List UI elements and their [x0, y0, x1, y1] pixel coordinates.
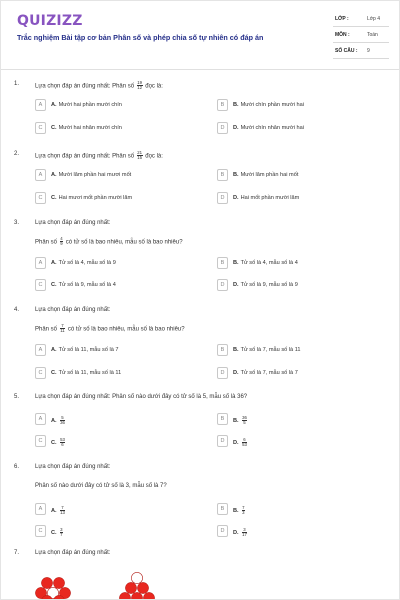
option-label: A. — [51, 508, 57, 515]
question-number: 4. — [14, 307, 20, 313]
option-text: Hai mốt phần mười lăm — [240, 195, 300, 201]
option-label: D. — [233, 530, 239, 537]
option-letter-box[interactable]: A — [35, 257, 46, 269]
question-text: Phân số nào dưới đây có tử số là 3, mẫu số là 7? — [35, 483, 167, 489]
question-number: 7. — [14, 550, 20, 556]
option-label: B. — [233, 418, 239, 425]
option-label: C. — [51, 282, 57, 288]
question-text: Lựa chọn đáp án đúng nhất: Phân số nào dưới đây có tử số là 5, mẫu số là 36? — [35, 394, 248, 400]
option-text: Mười hai nhân mười chín — [58, 125, 122, 131]
numerator: 36 — [242, 415, 247, 420]
question-prefix: Phân số — [35, 326, 58, 333]
meta-label: SỐ CÂU : — [335, 48, 358, 54]
option-letter-box[interactable]: C — [35, 367, 46, 379]
denominator: 7 — [60, 532, 63, 538]
question-number: 1. — [14, 81, 20, 87]
denominator: 5 — [243, 420, 246, 426]
circle-group-right — [119, 572, 154, 600]
option-text: Mười lăm phần hai mốt — [240, 172, 299, 178]
numerator: 6 — [243, 437, 246, 442]
question-suffix: đọc là: — [145, 153, 163, 160]
option-text: Mười chín phần mười hai — [240, 102, 304, 108]
red-circle — [119, 592, 130, 600]
option-letter-box[interactable]: B — [217, 413, 228, 425]
option-letter-box[interactable]: D — [217, 122, 228, 134]
option-label: A. — [51, 347, 57, 353]
option-letter-box[interactable]: D — [217, 192, 228, 204]
option-label: D. — [233, 370, 239, 376]
numerator: 21 — [137, 150, 143, 155]
worksheet-title: Trắc nghiệm Bài tập cơ bản Phân số và phép chia số tự nhiên có đáp án — [17, 33, 264, 42]
option-label: C. — [51, 125, 57, 131]
question-text: Lựa chọn đáp án đúng nhất: — [35, 550, 111, 556]
option-label: B. — [233, 260, 239, 266]
option-label: D. — [233, 440, 239, 447]
numerator: 7 — [61, 323, 64, 328]
option-label: B. — [233, 508, 239, 515]
numerator: 53 — [60, 437, 65, 442]
numerator: 7 — [61, 505, 64, 510]
denominator: 17 — [242, 532, 247, 538]
option-label: C. — [51, 195, 57, 201]
option-text: Mười chín nhân mười hai — [240, 125, 304, 131]
option-letter-box[interactable]: D — [217, 279, 228, 291]
option-letter-box[interactable]: B — [217, 344, 228, 356]
option-letter-box[interactable]: A — [35, 413, 46, 425]
question-number: 2. — [14, 151, 20, 157]
option-letter-box[interactable]: C — [35, 435, 46, 447]
quizizz-logo: QUIZIZZ — [17, 13, 83, 29]
question-number: 6. — [14, 464, 20, 470]
option-label: C. — [51, 370, 57, 376]
option-letter-box[interactable]: C — [35, 525, 46, 537]
option-label: D. — [233, 282, 239, 288]
red-circle — [131, 592, 142, 600]
option-letter-box[interactable]: A — [35, 169, 46, 181]
option-label: B. — [233, 347, 239, 353]
option-letter-box[interactable]: D — [217, 367, 228, 379]
numerator: 7 — [242, 505, 245, 510]
question-suffix: có tử số là bao nhiêu, mẫu số là bao nhiêu? — [65, 239, 183, 246]
option-label: C. — [51, 530, 57, 537]
denominator: 15 — [137, 155, 143, 161]
denominator: 36 — [60, 420, 65, 426]
question-number: 3. — [14, 220, 20, 226]
question-suffix: có tử số là bao nhiêu, mẫu số là bao nhiêu? — [67, 326, 185, 333]
option-text: Mười hai phần mười chín — [58, 102, 122, 108]
circle-groups-figure — [1, 1, 400, 600]
option-letter-box[interactable]: B — [217, 503, 228, 515]
option-text: Mười lăm phần hai mươi mốt — [58, 172, 132, 178]
option-text: Tử số là 7, mẫu số là 7 — [240, 370, 298, 376]
denominator: 13 — [60, 510, 65, 516]
numerator: 4 — [60, 236, 63, 241]
option-label: B. — [233, 172, 239, 178]
denominator: 12 — [137, 85, 143, 91]
option-text: Tử số là 4, mẫu số là 4 — [240, 260, 298, 266]
numerator: 3 — [60, 527, 63, 532]
option-label: A. — [51, 260, 57, 266]
denominator: 9 — [60, 241, 63, 247]
option-label: C. — [51, 440, 57, 447]
option-label: D. — [233, 195, 239, 201]
option-letter-box[interactable]: A — [35, 99, 46, 111]
option-text: Hai mươi mốt phần mười lăm — [58, 195, 133, 201]
option-text: Tử số là 9, mẫu số là 4 — [58, 282, 116, 288]
option-letter-box[interactable]: B — [217, 257, 228, 269]
option-letter-box[interactable]: C — [35, 122, 46, 134]
numerator: 19 — [137, 80, 143, 85]
option-letter-box[interactable]: B — [217, 169, 228, 181]
option-text: Tử số là 11, mẫu số là 11 — [58, 370, 122, 376]
denominator: 3 — [242, 510, 245, 516]
numerator: 3 — [243, 527, 246, 532]
red-circle — [53, 577, 64, 588]
denominator: 6 — [61, 442, 64, 448]
option-letter-box[interactable]: A — [35, 503, 46, 515]
option-letter-box[interactable]: C — [35, 279, 46, 291]
option-letter-box[interactable]: D — [217, 435, 228, 447]
denominator: 11 — [60, 328, 65, 334]
question-prefix: Lựa chọn đáp án đúng nhất: Phân số — [35, 83, 135, 90]
red-circle — [137, 582, 148, 593]
meta-label: MÔN : — [335, 32, 350, 38]
question-number: 5. — [14, 394, 20, 400]
option-letter-box[interactable]: C — [35, 192, 46, 204]
option-letter-box[interactable]: B — [217, 99, 228, 111]
question-intro: Lựa chọn đáp án đúng nhất: — [35, 464, 111, 470]
option-label: A. — [51, 102, 57, 108]
meta-value: Toán — [367, 32, 378, 38]
option-label: D. — [233, 125, 239, 131]
white-circle — [131, 572, 142, 583]
option-label: A. — [51, 418, 57, 425]
option-label: B. — [233, 102, 239, 108]
question-suffix: đọc là: — [145, 83, 163, 90]
meta-value: Lớp 4 — [367, 16, 381, 22]
circle-group-left — [35, 577, 70, 600]
option-label: A. — [51, 172, 57, 178]
red-circle — [125, 582, 136, 593]
question-prefix: Phân số — [35, 239, 58, 246]
meta-value: 9 — [367, 48, 370, 54]
option-text: Tử số là 4, mẫu số là 9 — [58, 260, 116, 266]
question-prefix: Lựa chọn đáp án đúng nhất: Phân số — [35, 153, 135, 160]
option-text: Tử số là 11, mẫu số là 7 — [58, 347, 119, 353]
option-letter-box[interactable]: D — [217, 525, 228, 537]
red-circle — [143, 592, 154, 600]
red-circle — [41, 577, 52, 588]
option-letter-box[interactable]: A — [35, 344, 46, 356]
option-text: Tử số là 7, mẫu số là 11 — [240, 347, 301, 353]
question-intro: Lựa chọn đáp án đúng nhất: — [35, 220, 111, 226]
question-intro: Lựa chọn đáp án đúng nhất: — [35, 307, 111, 313]
meta-label: LỚP : — [335, 16, 349, 22]
numerator: 5 — [61, 415, 64, 420]
option-text: Tử số là 9, mẫu số là 9 — [240, 282, 298, 288]
denominator: 53 — [242, 442, 247, 448]
